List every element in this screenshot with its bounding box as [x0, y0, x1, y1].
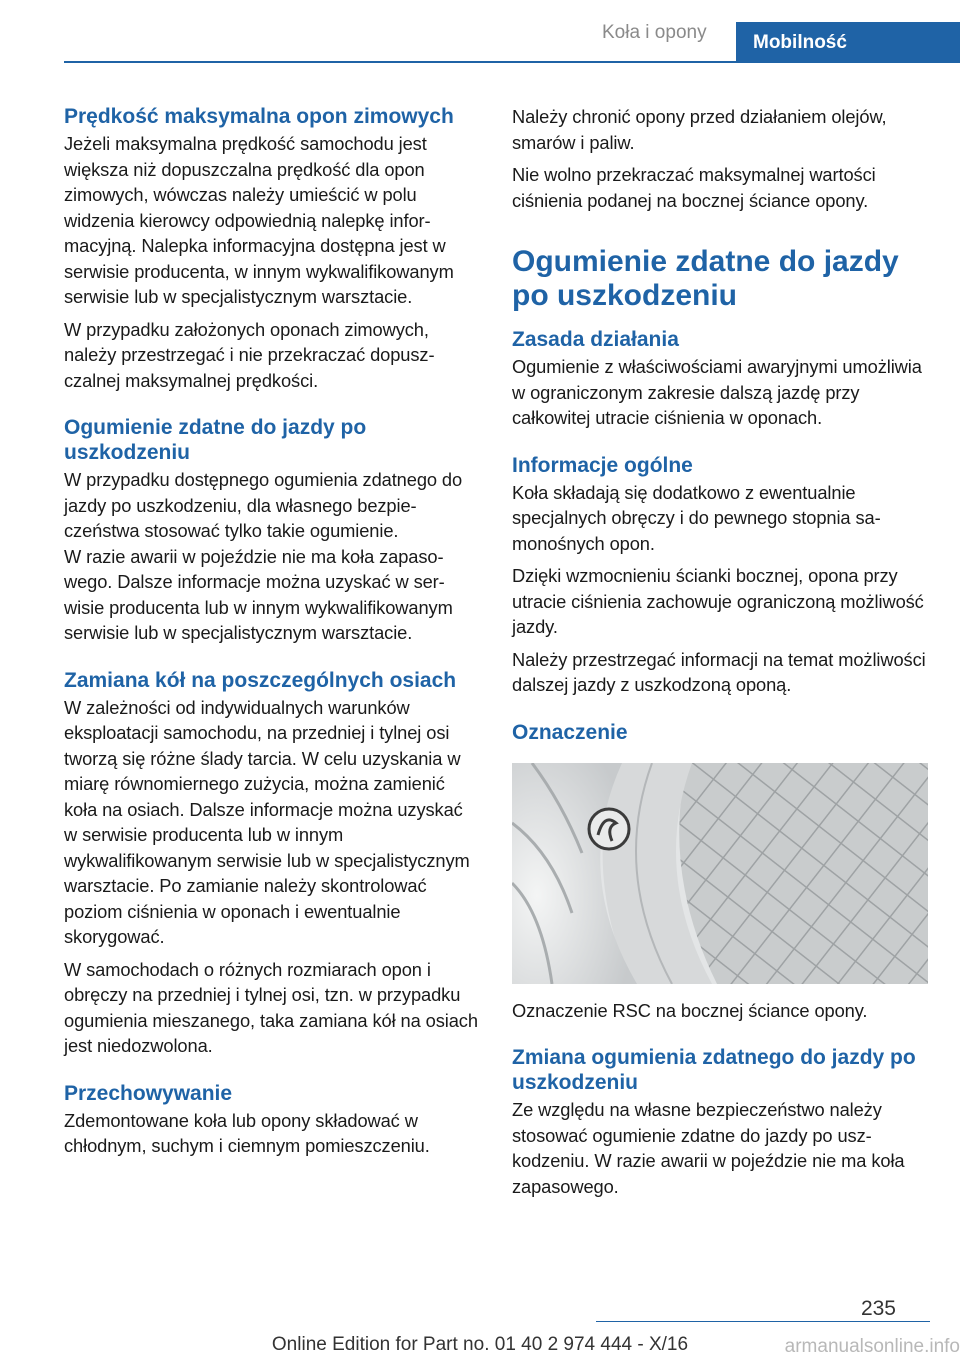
right-column	[512, 104, 928, 1206]
paragraph: W razie awarii w pojeździe nie ma koła zapasowego. Dalsze informacje można uzyskać w serwisie producenta lub w innym wykwalifikowanym serwisie lub w specjalistycznym warsztacie.	[64, 545, 453, 643]
header-chapter-tab: Mobilność	[736, 22, 960, 63]
watermark: armanualsonline.info	[784, 1336, 960, 1357]
paragraph: Ogumienie z właściwościami awaryjnymi umożliwia w ograniczonym zakresie dalszą jazdę przy całkowitej utracie ciśnienia w oponach.	[512, 356, 922, 428]
footer-edition: Online Edition for Part no. 01 40 2 974 444 - X/16	[271, 1334, 689, 1355]
paragraph: Zdemontowane koła lub opony składować w chłodnym, suchym i ciemnym pomieszczeniu.	[64, 1109, 430, 1156]
paragraph: W zależności od indywidualnych warunków eksploatacji samochodu, na przedniej i tylnej osi tworzą się różne ślady tarcia. W celu uzyskania w miarę równomiernego zużycia, można zamienić koła na osiach. Dalsze informacje można uzyskać w serwisie producenta lub w innym wykwalifikowanym serwisie lub w specjalistycznym warsztacie. Po zamianie należy skontrolować poziom ciśnienia w oponach i ewentualnie skorygować.	[64, 696, 470, 947]
paragraph: Jeżeli maksymalna prędkość samochodu jest większa niż dopuszczalna prędkość dla opon zimowych, wówczas należy umieścić w polu widzenia kierowcy odpowiednią nalepkę informacyjną. Nalepka informacyjna dostępna jest w serwisie producenta, w innym wykwalifikowanym serwisie lub w specjalistycznym warsztacie.	[64, 133, 454, 307]
paragraph: W przypadku założonych oponach zimowych, należy przestrzegać i nie przekraczać dopuszczalnej maksymalnej prędkości.	[64, 318, 435, 391]
heading-runflat-main: Ogumienie zdatne do jazdy po uszkodzeniu	[512, 245, 899, 312]
paragraph: W przypadku dostępnego ogumienia zdatnego do jazdy po uszkodzeniu, dla własnego bezpieczeństwa stosować tylko takie ogumienie.	[64, 469, 463, 541]
rsc-logo-icon	[589, 809, 629, 849]
heading-storage: Przechowywanie	[64, 1081, 233, 1105]
paragraph: Należy chronić opony przed działaniem olejów, smarów i paliw.	[512, 106, 887, 153]
heading-change-runflat: Zmiana ogumienia zdatnego do jazdy po uszkodzeniu	[512, 1046, 916, 1094]
image-caption: Oznaczenie RSC na bocznej ściance opony.	[512, 999, 868, 1021]
page-header	[0, 0, 960, 62]
heading-principle: Zasada działania	[512, 328, 679, 351]
paragraph: Ze względu na własne bezpieczeństwo należy stosować ogumienie zdatne do jazdy po uszkodzeniu. W razie awarii w pojeździe nie ma koła zapasowego.	[512, 1099, 905, 1197]
paragraph: W samochodach o różnych rozmiarach opon i obręczy na przedniej i tylnej osi, tzn. w przypadku ogumienia mieszanego, taka zamiana kół na osiach jest niedozwolona.	[64, 958, 478, 1056]
footer-rule	[596, 1321, 930, 1322]
left-column	[64, 104, 478, 1166]
paragraph: Dzięki wzmocnieniu ścianki bocznej, opona przy utracie ciśnienia zachowuje ograniczoną możliwość jazdy.	[512, 565, 924, 637]
heading-general-info: Informacje ogólne	[512, 453, 693, 477]
page-number: 235	[860, 1297, 896, 1320]
heading-runflat: Ogumienie zdatne do jazdy po uszkodzeniu	[64, 416, 367, 464]
heading-marking: Oznaczenie	[512, 720, 628, 744]
heading-wheel-swap: Zamiana kół na poszczególnych osiach	[64, 668, 457, 692]
paragraph: Należy przestrzegać informacji na temat możliwości dalszej jazdy z uszkodzoną oponą.	[512, 648, 926, 695]
paragraph: Koła składają się dodatkowo z ewentualnie specjalnych obręczy i do pewnego stopnia samonośnych opon.	[512, 481, 881, 554]
header-rule	[64, 61, 960, 63]
tire-sidewall-image	[512, 763, 928, 984]
header-section-label: Koła i opony	[602, 22, 707, 43]
paragraph: Nie wolno przekraczać maksymalnej wartości ciśnienia podanej na bocznej ściance opony.	[512, 164, 876, 211]
heading-winter-speed: Prędkość maksymalna opon zimowych	[64, 105, 454, 128]
